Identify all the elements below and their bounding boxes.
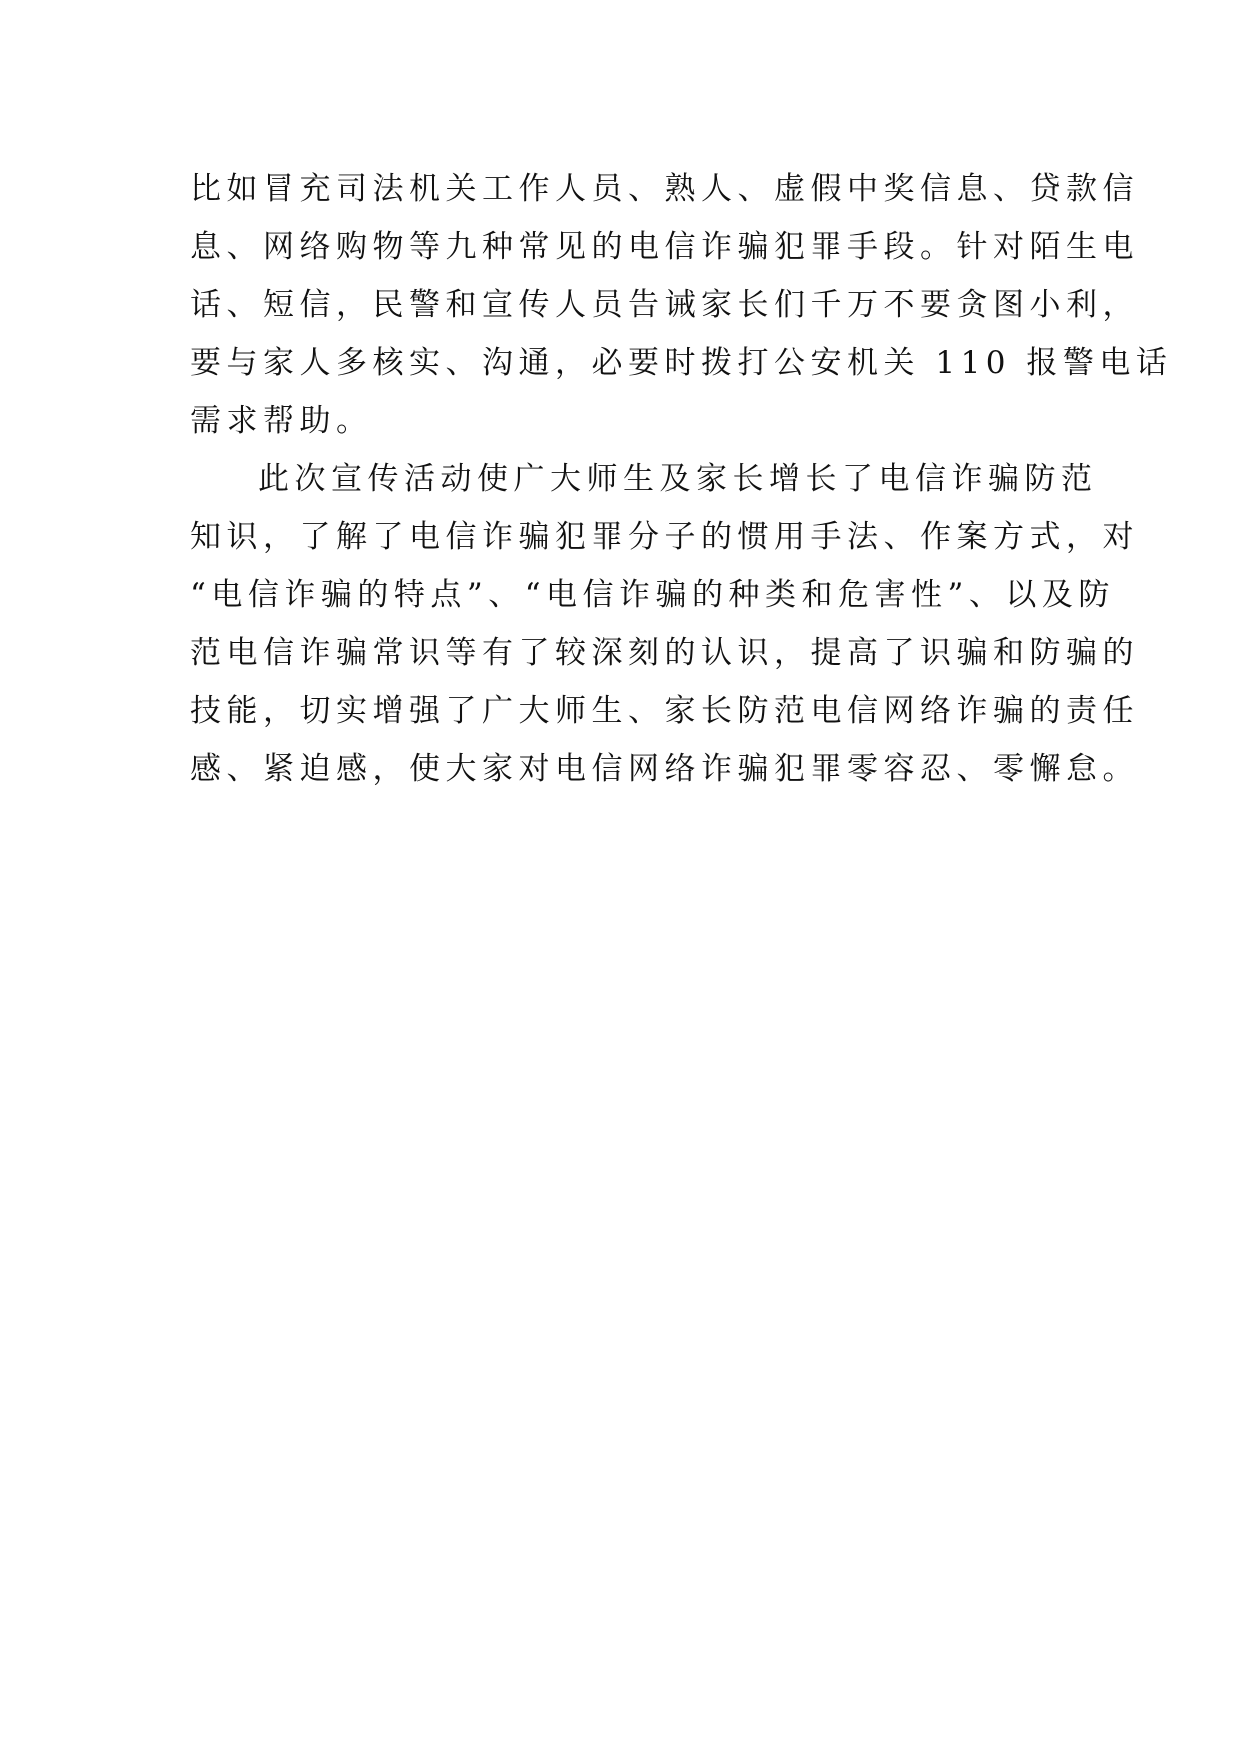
document-body xyxy=(190,160,1173,798)
text-line: 感、紧迫感，使大家对电信网络诈骗犯罪零容忍、零懈怠。 xyxy=(190,751,1139,787)
text-line: 此次宣传活动使广大师生及家长增长了电信诈骗防范 xyxy=(258,461,1098,497)
text-line: 知识，了解了电信诈骗犯罪分子的惯用手法、作案方式，对 xyxy=(190,519,1139,555)
text-line: 要与家人多核实、沟通，必要时拨打公安机关 110 报警电话 xyxy=(190,345,1173,381)
text-line: 话、短信，民警和宣传人员告诫家长们千万不要贪图小利， xyxy=(190,287,1139,323)
text-line: 比如冒充司法机关工作人员、熟人、虚假中奖信息、贷款信 xyxy=(190,171,1139,207)
text-line: 技能，切实增强了广大师生、家长防范电信网络诈骗的责任 xyxy=(190,693,1139,729)
text-line: 息、网络购物等九种常见的电信诈骗犯罪手段。针对陌生电 xyxy=(190,229,1139,265)
text-line: 范电信诈骗常识等有了较深刻的认识，提高了识骗和防骗的 xyxy=(190,635,1139,671)
paragraph-2 xyxy=(190,450,1139,798)
text-line: 需求帮助。 xyxy=(190,403,373,439)
paragraph-1 xyxy=(190,160,1173,450)
text-line: “电信诈骗的特点”、“电信诈骗的种类和危害性”、以及防 xyxy=(190,577,1115,613)
